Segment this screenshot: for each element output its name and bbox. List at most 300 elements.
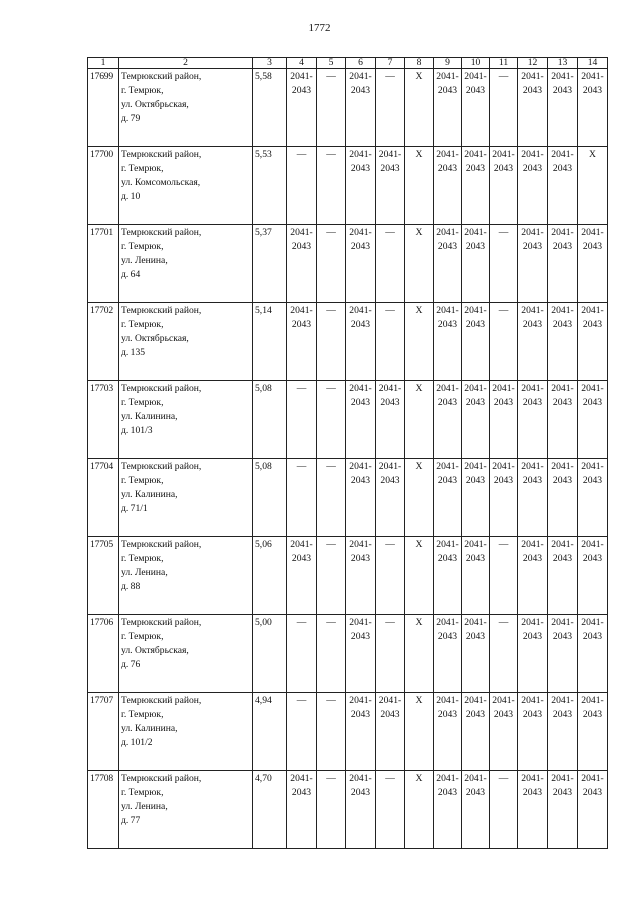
period-start: 2041- [492, 461, 515, 472]
address-line: д. 10 [121, 191, 141, 202]
address-line: ул. Ленина, [121, 255, 168, 266]
period-cell [434, 225, 462, 303]
period-start: 2041- [551, 227, 574, 238]
period-start: 2041- [492, 695, 515, 706]
period-end: 2043 [522, 85, 543, 96]
period-end: 2043 [552, 163, 573, 174]
period-cell [578, 537, 608, 615]
period-cell [490, 459, 518, 537]
period-start: 2041- [551, 695, 574, 706]
period-start: 2041- [436, 149, 459, 160]
period-cell [376, 459, 405, 537]
period-end: 2043 [437, 709, 458, 720]
period-start: 2041- [436, 539, 459, 550]
address-line: Темрюкский район, [121, 539, 202, 550]
period-start: 2041- [581, 71, 604, 82]
period-cell [518, 147, 548, 225]
period-end: 2043 [522, 787, 543, 798]
period-start: 2041- [581, 539, 604, 550]
period-cell [434, 147, 462, 225]
period-end: 2043 [552, 553, 573, 564]
period-end: 2043 [522, 241, 543, 252]
period-cell [434, 615, 462, 693]
column-header-3: 3 [253, 58, 287, 69]
table-row [88, 537, 608, 615]
period-cell [287, 303, 317, 381]
period-cell: — [490, 537, 518, 615]
period-cell: — [287, 459, 317, 537]
period-end: 2043 [465, 475, 486, 486]
table-row [88, 459, 608, 537]
record-address [119, 69, 253, 147]
period-start: 2041- [464, 227, 487, 238]
period-end: 2043 [465, 787, 486, 798]
period-cell: X [405, 771, 434, 849]
address-line: ул. Ленина, [121, 567, 168, 578]
period-end: 2043 [522, 475, 543, 486]
address-line: Темрюкский район, [121, 149, 202, 160]
address-line: Темрюкский район, [121, 461, 202, 472]
period-cell [548, 303, 578, 381]
period-cell [548, 225, 578, 303]
period-cell [346, 381, 376, 459]
period-cell: — [490, 303, 518, 381]
period-end: 2043 [380, 709, 400, 720]
period-start: 2041- [436, 305, 459, 316]
period-start: 2041- [551, 461, 574, 472]
record-id: 17703 [88, 381, 119, 459]
period-start: 2041- [464, 383, 487, 394]
period-cell [548, 459, 578, 537]
period-cell: X [578, 147, 608, 225]
period-cell [346, 615, 376, 693]
period-end: 2043 [437, 319, 458, 330]
address-line: г. Темрюк, [121, 553, 164, 564]
period-start: 2041- [436, 461, 459, 472]
record-address [119, 303, 253, 381]
period-cell: — [376, 303, 405, 381]
period-start: 2041- [581, 305, 604, 316]
record-value: 5,37 [253, 225, 287, 303]
period-cell [518, 381, 548, 459]
record-id: 17708 [88, 771, 119, 849]
address-line: д. 135 [121, 347, 146, 358]
period-cell: X [405, 381, 434, 459]
record-id: 17707 [88, 693, 119, 771]
table-row [88, 771, 608, 849]
record-address [119, 225, 253, 303]
period-end: 2043 [522, 397, 543, 408]
column-header-row [88, 58, 608, 69]
period-end: 2043 [465, 319, 486, 330]
period-start: 2041- [521, 383, 544, 394]
period-cell: — [317, 693, 346, 771]
record-address [119, 693, 253, 771]
period-start: 2041- [464, 617, 487, 628]
period-cell: — [317, 459, 346, 537]
period-cell [434, 771, 462, 849]
period-start: 2041- [521, 461, 544, 472]
page-number: 1772 [308, 22, 331, 34]
period-start: 2041- [349, 773, 372, 784]
address-line: д. 101/3 [121, 425, 153, 436]
record-address [119, 771, 253, 849]
period-start: 2041- [349, 227, 372, 238]
period-end: 2043 [437, 553, 458, 564]
period-end: 2043 [522, 709, 543, 720]
address-line: г. Темрюк, [121, 709, 164, 720]
period-cell [578, 771, 608, 849]
period-cell [346, 225, 376, 303]
period-end: 2043 [437, 631, 458, 642]
period-cell [346, 303, 376, 381]
period-cell [346, 771, 376, 849]
period-end: 2043 [552, 397, 573, 408]
period-cell [462, 303, 490, 381]
period-cell [434, 537, 462, 615]
period-cell [578, 225, 608, 303]
period-cell [434, 69, 462, 147]
period-cell: — [376, 615, 405, 693]
period-cell [518, 693, 548, 771]
period-start: 2041- [290, 539, 313, 550]
period-start: 2041- [464, 305, 487, 316]
period-cell [376, 693, 405, 771]
record-id: 17701 [88, 225, 119, 303]
period-end: 2043 [437, 163, 458, 174]
address-line: г. Темрюк, [121, 787, 164, 798]
record-id: 17699 [88, 69, 119, 147]
period-end: 2043 [522, 631, 543, 642]
record-address [119, 537, 253, 615]
period-cell [548, 693, 578, 771]
record-value: 5,53 [253, 147, 287, 225]
period-start: 2041- [436, 71, 459, 82]
period-start: 2041- [521, 695, 544, 706]
period-cell: — [287, 147, 317, 225]
period-cell [518, 459, 548, 537]
period-start: 2041- [521, 149, 544, 160]
table-row [88, 225, 608, 303]
period-end: 2043 [493, 163, 514, 174]
period-cell [490, 693, 518, 771]
period-cell: X [405, 537, 434, 615]
period-start: 2041- [464, 71, 487, 82]
period-end: 2043 [552, 319, 573, 330]
record-value: 4,70 [253, 771, 287, 849]
address-line: Темрюкский район, [121, 227, 202, 238]
record-address [119, 459, 253, 537]
period-end: 2043 [552, 709, 573, 720]
period-cell [462, 537, 490, 615]
period-end: 2043 [582, 319, 603, 330]
address-line: д. 76 [121, 659, 141, 670]
table-row [88, 303, 608, 381]
period-start: 2041- [290, 305, 313, 316]
period-end: 2043 [350, 241, 371, 252]
period-start: 2041- [290, 227, 313, 238]
period-cell [287, 69, 317, 147]
period-start: 2041- [521, 305, 544, 316]
period-cell [462, 225, 490, 303]
period-end: 2043 [380, 163, 400, 174]
period-end: 2043 [493, 475, 514, 486]
period-start: 2041- [349, 695, 372, 706]
period-cell [287, 771, 317, 849]
period-cell [578, 381, 608, 459]
table-row [88, 381, 608, 459]
address-line: г. Темрюк, [121, 163, 164, 174]
period-cell [346, 459, 376, 537]
address-line: Темрюкский район, [121, 773, 202, 784]
period-start: 2041- [464, 149, 487, 160]
period-end: 2043 [350, 553, 371, 564]
period-cell: — [490, 69, 518, 147]
period-cell: — [287, 693, 317, 771]
period-start: 2041- [378, 383, 402, 394]
period-cell: — [490, 225, 518, 303]
period-cell: — [490, 771, 518, 849]
period-cell [548, 537, 578, 615]
period-cell: — [490, 615, 518, 693]
period-cell [518, 537, 548, 615]
period-start: 2041- [378, 461, 402, 472]
period-start: 2041- [551, 305, 574, 316]
period-end: 2043 [493, 397, 514, 408]
period-cell: — [317, 537, 346, 615]
period-cell: — [376, 537, 405, 615]
address-line: г. Темрюк, [121, 85, 164, 96]
period-cell: X [405, 303, 434, 381]
period-cell [578, 693, 608, 771]
period-cell: — [317, 147, 346, 225]
period-start: 2041- [349, 461, 372, 472]
table-row [88, 147, 608, 225]
period-cell [462, 615, 490, 693]
column-header-6: 6 [346, 58, 376, 69]
period-cell [578, 615, 608, 693]
period-start: 2041- [551, 71, 574, 82]
period-start: 2041- [551, 539, 574, 550]
address-line: ул. Калинина, [121, 489, 178, 500]
period-start: 2041- [521, 71, 544, 82]
period-cell [490, 381, 518, 459]
column-header-9: 9 [434, 58, 462, 69]
period-start: 2041- [581, 617, 604, 628]
period-end: 2043 [380, 475, 400, 486]
address-line: ул. Октябрьская, [121, 333, 189, 344]
record-id: 17700 [88, 147, 119, 225]
period-end: 2043 [465, 85, 486, 96]
period-end: 2043 [582, 787, 603, 798]
period-start: 2041- [464, 695, 487, 706]
record-value: 5,08 [253, 381, 287, 459]
period-cell [518, 303, 548, 381]
column-header-10: 10 [462, 58, 490, 69]
period-end: 2043 [350, 475, 371, 486]
table-row [88, 615, 608, 693]
period-cell [346, 537, 376, 615]
period-start: 2041- [349, 305, 372, 316]
period-cell [518, 225, 548, 303]
period-end: 2043 [437, 787, 458, 798]
period-cell [434, 459, 462, 537]
column-header-12: 12 [518, 58, 548, 69]
period-end: 2043 [350, 787, 371, 798]
period-start: 2041- [378, 149, 402, 160]
period-end: 2043 [380, 397, 400, 408]
period-cell: — [376, 771, 405, 849]
record-value: 5,58 [253, 69, 287, 147]
period-cell [346, 147, 376, 225]
period-end: 2043 [465, 553, 486, 564]
period-start: 2041- [349, 617, 372, 628]
period-end: 2043 [291, 85, 312, 96]
period-cell [548, 381, 578, 459]
period-end: 2043 [582, 553, 603, 564]
period-cell: — [317, 225, 346, 303]
period-start: 2041- [521, 773, 544, 784]
column-header-8: 8 [405, 58, 434, 69]
address-line: д. 88 [121, 581, 141, 592]
period-cell [287, 225, 317, 303]
period-start: 2041- [436, 383, 459, 394]
period-end: 2043 [437, 241, 458, 252]
address-line: ул. Октябрьская, [121, 99, 189, 110]
period-start: 2041- [436, 227, 459, 238]
record-address [119, 615, 253, 693]
period-cell [548, 615, 578, 693]
period-start: 2041- [436, 773, 459, 784]
period-end: 2043 [350, 85, 371, 96]
period-cell [548, 147, 578, 225]
address-line: д. 101/2 [121, 737, 153, 748]
period-start: 2041- [581, 383, 604, 394]
period-cell [462, 69, 490, 147]
column-header-2: 2 [119, 58, 253, 69]
address-line: г. Темрюк, [121, 397, 164, 408]
address-line: г. Темрюк, [121, 241, 164, 252]
period-end: 2043 [437, 397, 458, 408]
period-end: 2043 [291, 319, 312, 330]
period-start: 2041- [521, 539, 544, 550]
period-end: 2043 [552, 475, 573, 486]
address-line: г. Темрюк, [121, 631, 164, 642]
period-cell [578, 303, 608, 381]
period-cell [376, 147, 405, 225]
period-start: 2041- [349, 71, 372, 82]
period-end: 2043 [552, 787, 573, 798]
period-cell: X [405, 147, 434, 225]
period-cell [462, 147, 490, 225]
period-start: 2041- [521, 227, 544, 238]
period-cell: — [317, 615, 346, 693]
period-cell: X [405, 225, 434, 303]
period-end: 2043 [522, 163, 543, 174]
period-cell: — [317, 771, 346, 849]
period-cell [548, 771, 578, 849]
record-id: 17706 [88, 615, 119, 693]
period-end: 2043 [465, 163, 486, 174]
period-cell [434, 693, 462, 771]
record-id: 17702 [88, 303, 119, 381]
table-row [88, 693, 608, 771]
period-cell: X [405, 693, 434, 771]
record-id: 17704 [88, 459, 119, 537]
period-cell [518, 69, 548, 147]
period-start: 2041- [349, 539, 372, 550]
address-line: Темрюкский район, [121, 71, 202, 82]
period-end: 2043 [350, 319, 371, 330]
period-cell [346, 693, 376, 771]
period-end: 2043 [493, 709, 514, 720]
address-line: Темрюкский район, [121, 383, 202, 394]
address-line: д. 64 [121, 269, 141, 280]
period-cell [434, 381, 462, 459]
period-start: 2041- [581, 773, 604, 784]
period-end: 2043 [465, 631, 486, 642]
column-header-4: 4 [287, 58, 317, 69]
period-end: 2043 [582, 631, 603, 642]
address-line: ул. Октябрьская, [121, 645, 189, 656]
address-line: д. 77 [121, 815, 141, 826]
period-start: 2041- [464, 773, 487, 784]
period-cell [578, 69, 608, 147]
address-line: д. 79 [121, 113, 141, 124]
period-end: 2043 [582, 475, 603, 486]
period-end: 2043 [291, 787, 312, 798]
address-line: д. 71/1 [121, 503, 148, 514]
period-end: 2043 [291, 553, 312, 564]
column-header-7: 7 [376, 58, 405, 69]
period-cell [548, 69, 578, 147]
period-cell [462, 693, 490, 771]
period-start: 2041- [290, 773, 313, 784]
period-cell [462, 459, 490, 537]
record-address [119, 147, 253, 225]
column-header-5: 5 [317, 58, 346, 69]
period-cell [578, 459, 608, 537]
period-cell [434, 303, 462, 381]
period-cell [346, 69, 376, 147]
period-cell [462, 771, 490, 849]
address-line: г. Темрюк, [121, 475, 164, 486]
period-end: 2043 [350, 709, 371, 720]
period-end: 2043 [582, 241, 603, 252]
period-cell: — [317, 303, 346, 381]
period-cell [518, 615, 548, 693]
period-start: 2041- [581, 461, 604, 472]
period-start: 2041- [290, 71, 313, 82]
period-start: 2041- [464, 461, 487, 472]
period-start: 2041- [349, 149, 372, 160]
period-end: 2043 [437, 475, 458, 486]
period-start: 2041- [378, 695, 402, 706]
period-end: 2043 [350, 631, 371, 642]
period-end: 2043 [552, 241, 573, 252]
column-header-13: 13 [548, 58, 578, 69]
column-header-14: 14 [578, 58, 608, 69]
address-line: ул. Комсомольская, [121, 177, 201, 188]
record-value: 5,00 [253, 615, 287, 693]
period-cell: X [405, 459, 434, 537]
column-header-1: 1 [88, 58, 119, 69]
column-header-11: 11 [490, 58, 518, 69]
period-start: 2041- [551, 617, 574, 628]
table-row [88, 69, 608, 147]
period-cell [287, 537, 317, 615]
period-end: 2043 [465, 241, 486, 252]
